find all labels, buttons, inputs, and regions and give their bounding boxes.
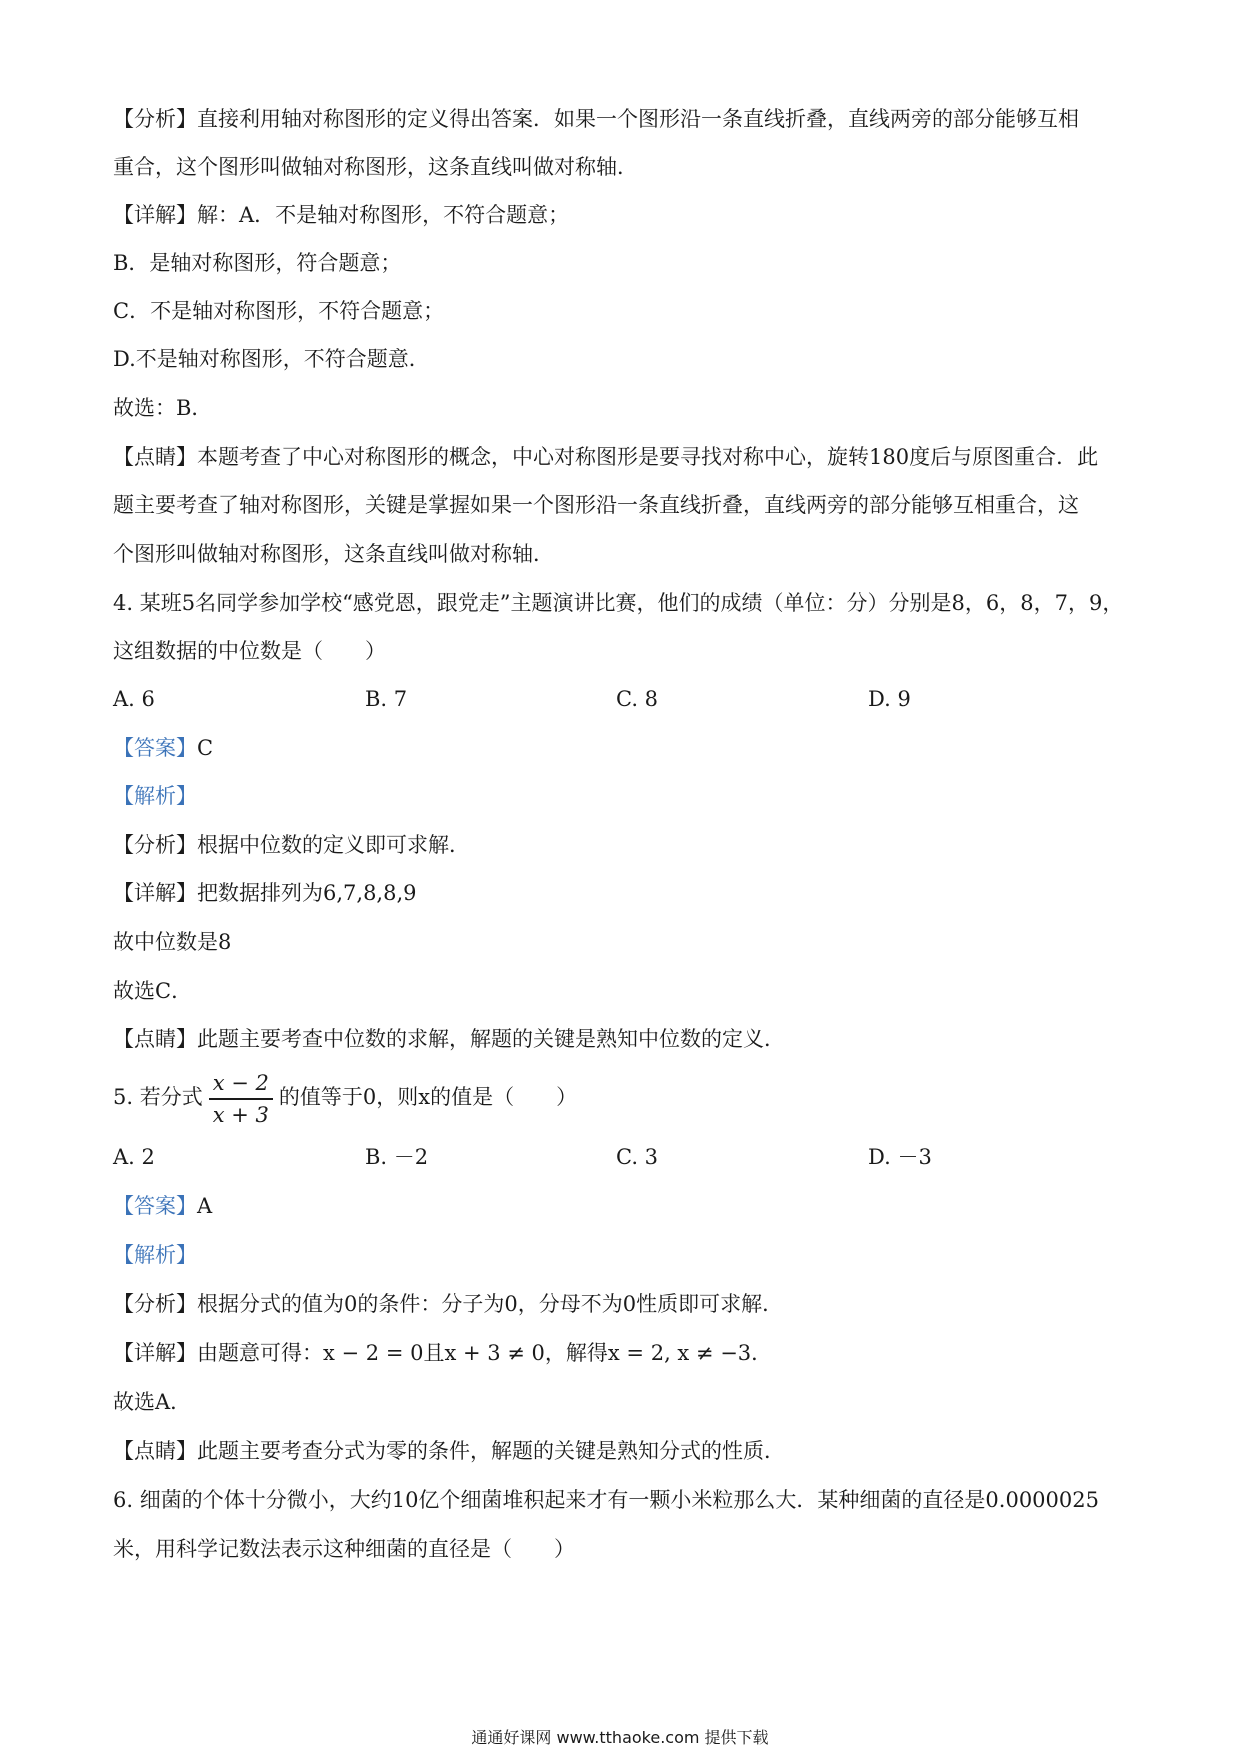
answer-value: A xyxy=(197,1194,213,1218)
analysis-line: 【分析】根据分式的值为0的条件：分子为0，分母不为0性质即可求解． xyxy=(113,1292,784,1316)
choice-line: 故选C． xyxy=(113,979,193,1003)
option-c: C. 8 xyxy=(616,687,659,711)
analysis-line: 重合，这个图形叫做轴对称图形，这条直线叫做对称轴． xyxy=(113,155,638,179)
fraction-numerator: x − 2 xyxy=(209,1068,273,1100)
option-b: B. －2 xyxy=(365,1145,429,1169)
option-d: D. －3 xyxy=(868,1145,932,1169)
choice-line: 故选A． xyxy=(113,1390,192,1414)
comment-line: 个图形叫做轴对称图形，这条直线叫做对称轴． xyxy=(113,542,554,566)
option-d: D. 9 xyxy=(868,687,911,711)
detail-line: D.不是轴对称图形，不符合题意． xyxy=(113,347,430,371)
question-5-suffix: 的值等于0，则x的值是（ ） xyxy=(278,1085,578,1109)
answer-label: 【答案】 xyxy=(113,736,197,760)
choice-line: 故选：B． xyxy=(113,396,213,420)
fraction-denominator: x + 3 xyxy=(212,1102,269,1127)
question-4-text: 这组数据的中位数是（ ） xyxy=(113,639,386,663)
question-4-options xyxy=(113,684,1143,714)
jiexi-label: 【解析】 xyxy=(113,784,197,808)
answer-label: 【答案】 xyxy=(113,1194,197,1218)
detail-line: 【详解】把数据排列为6,7,8,8,9 xyxy=(113,881,417,905)
jiexi-label: 【解析】 xyxy=(113,1243,197,1267)
comment-line: 【点睛】本题考查了中心对称图形的概念，中心对称图形是要寻找对称中心，旋转180度后与原图重合．此 xyxy=(113,445,1099,469)
detail-line: 【详解】由题意可得：x − 2 = 0且x + 3 ≠ 0，解得x = 2, x ≠ −3． xyxy=(113,1341,773,1365)
detail-line: 故中位数是8 xyxy=(113,930,232,954)
answer-line xyxy=(113,1191,1143,1221)
option-b: B. 7 xyxy=(365,687,408,711)
question-4-text: 4. 某班5名同学参加学校“感党恩，跟党走”主题演讲比赛，他们的成绩（单位：分）分别是8，6，8，7，9， xyxy=(113,591,1124,615)
detail-line: C．不是轴对称图形，不符合题意； xyxy=(113,299,445,323)
question-6-text: 米，用科学记数法表示这种细菌的直径是（ ） xyxy=(113,1537,575,1561)
question-5-options xyxy=(113,1142,1143,1172)
question-5-text xyxy=(113,1066,1143,1128)
comment-line: 题主要考查了轴对称图形，关键是掌握如果一个图形沿一条直线折叠，直线两旁的部分能够互相重合，这 xyxy=(113,493,1079,517)
analysis-line: 【分析】直接利用轴对称图形的定义得出答案．如果一个图形沿一条直线折叠，直线两旁的部分能够互相 xyxy=(113,107,1079,131)
analysis-line: 【分析】根据中位数的定义即可求解． xyxy=(113,833,470,857)
detail-line: 【详解】解：A．不是轴对称图形，不符合题意； xyxy=(113,203,570,227)
answer-line xyxy=(113,733,1143,763)
option-a: A. 6 xyxy=(113,687,155,711)
comment-line: 【点睛】此题主要考查中位数的求解，解题的关键是熟知中位数的定义． xyxy=(113,1027,785,1051)
detail-line: B．是轴对称图形，符合题意； xyxy=(113,251,402,275)
answer-value: C xyxy=(197,736,214,760)
option-c: C. 3 xyxy=(616,1145,659,1169)
question-6-text: 6. 细菌的个体十分微小，大约10亿个细菌堆积起来才有一颗小米粒那么大．某种细菌的直径是0.0000025 xyxy=(113,1488,1099,1512)
comment-line: 【点睛】此题主要考查分式为零的条件，解题的关键是熟知分式的性质． xyxy=(113,1439,785,1463)
page-footer: 通通好课网 www.tthaoke.com 提供下载 xyxy=(471,1728,769,1747)
fraction xyxy=(209,1068,273,1130)
option-a: A. 2 xyxy=(113,1145,155,1169)
question-5-prefix: 5. 若分式 xyxy=(113,1085,203,1109)
